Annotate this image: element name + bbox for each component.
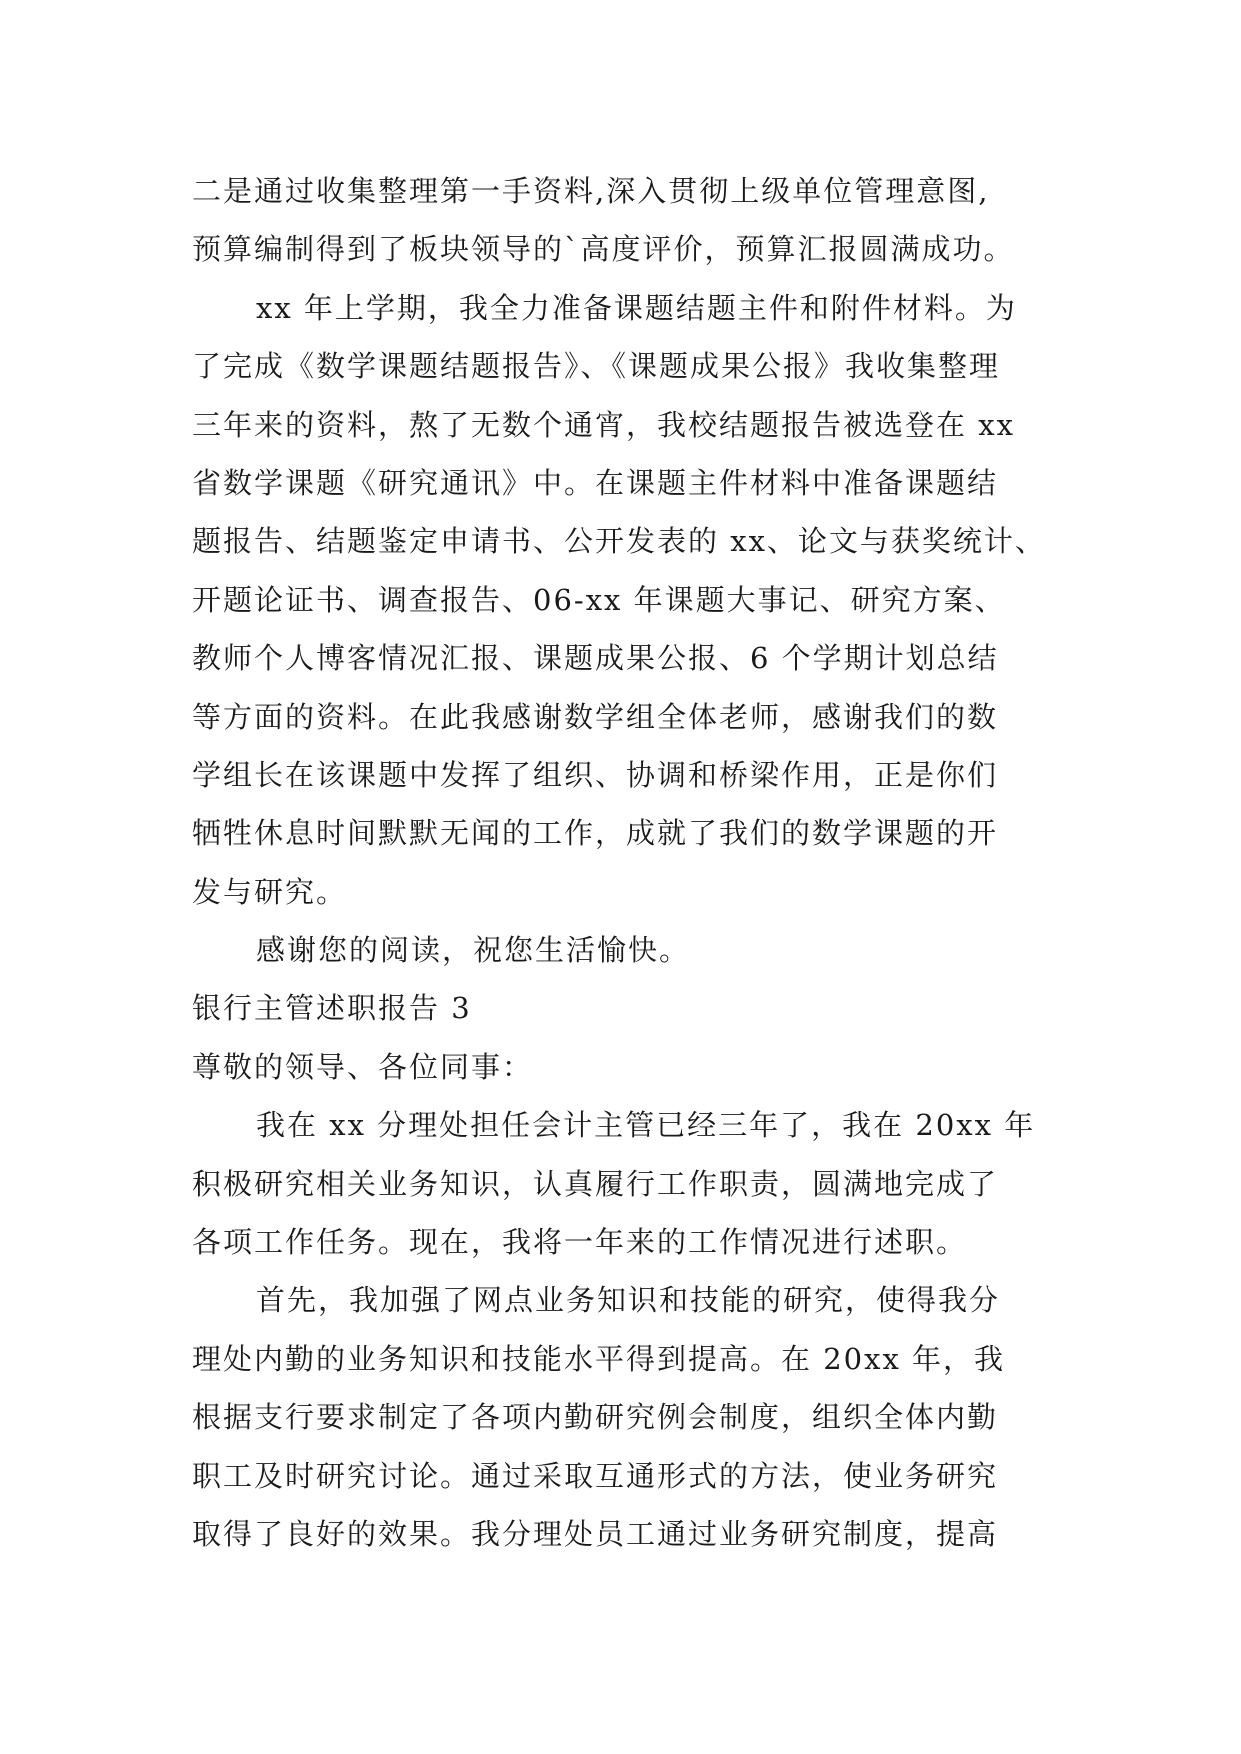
text-line: 感谢您的阅读，祝您生活愉快。 — [256, 933, 691, 968]
text-line: 理处内勤的业务知识和技能水平得到提高。在 20xx 年，我 — [192, 1341, 1006, 1376]
text-line: 银行主管述职报告 3 — [192, 991, 472, 1026]
text-line: xx 年上学期，我全力准备课题结题主件和附件材料。为 — [256, 290, 1017, 325]
text-line: 我在 xx 分理处担任会计主管已经三年了，我在 20xx 年 — [256, 1108, 1036, 1143]
text-line: 了完成《数学课题结题报告》、《课题成果公报》我收集整理 — [192, 349, 1001, 384]
text-line: 积极研究相关业务知识，认真履行工作职责，圆满地完成了 — [192, 1166, 999, 1201]
text-line: 三年来的资料，熬了无数个通宵，我校结题报告被选登在 xx — [192, 407, 1015, 442]
text-line: 题报告、结题鉴定申请书、公开发表的 xx、论文与获奖统计、 — [192, 524, 1046, 559]
text-line: 各项工作任务。现在，我将一年来的工作情况进行述职。 — [192, 1225, 968, 1260]
text-line: 发与研究。 — [192, 874, 348, 909]
document-body — [192, 162, 1072, 1563]
text-line: 牺牲休息时间默默无闻的工作，成就了我们的数学课题的开 — [192, 816, 999, 851]
text-line: 尊敬的领导、各位同事： — [192, 1049, 534, 1084]
text-line: 首先，我加强了网点业务知识和技能的研究，使得我分 — [256, 1283, 1001, 1318]
text-line: 预算编制得到了板块领导的`高度评价，预算汇报圆满成功。 — [192, 232, 1015, 267]
text-line: 省数学课题《研究通讯》中。在课题主件材料中准备课题结 — [192, 465, 999, 500]
text-line: 取得了良好的效果。我分理处员工通过业务研究制度，提高 — [192, 1516, 999, 1551]
text-line: 职工及时研究讨论。通过采取互通形式的方法，使业务研究 — [192, 1458, 999, 1493]
text-line: 开题论证书、调查报告、06-xx 年课题大事记、研究方案、 — [192, 582, 1006, 617]
text-line: 学组长在该课题中发挥了组织、协调和桥梁作用，正是你们 — [192, 757, 999, 792]
text-line: 教师个人博客情况汇报、课题成果公报、6 个学期计划总结 — [192, 641, 999, 676]
text-line: 根据支行要求制定了各项内勤研究例会制度，组织全体内勤 — [192, 1400, 999, 1435]
text-line: 等方面的资料。在此我感谢数学组全体老师，感谢我们的数 — [192, 699, 999, 734]
text-line: 二是通过收集整理第一手资料,深入贯彻上级单位管理意图, — [192, 174, 990, 208]
